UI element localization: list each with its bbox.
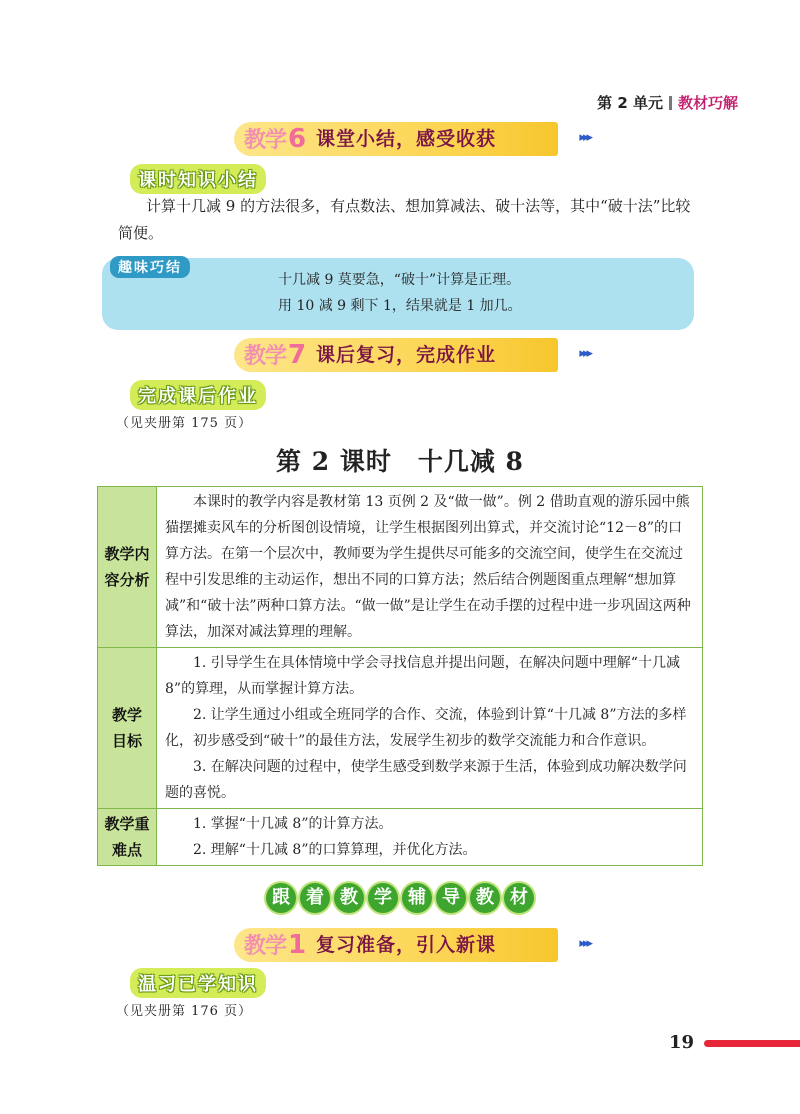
- banner-tag: 教学1: [244, 930, 306, 960]
- summary-line-1: 计算十几减 9 的方法很多，有点数法、想加算减法、破十法等，其中“破十法”比较: [146, 197, 691, 215]
- step-banner-1: [234, 928, 590, 962]
- homework-reference: （见夹册第 175 页）: [116, 416, 253, 431]
- row-header: 教学目标: [98, 648, 157, 808]
- table-row-content-analysis: [98, 487, 702, 648]
- summary-line-2: 简便。: [118, 224, 164, 242]
- banner-tag: 教学7: [244, 340, 306, 370]
- key-point-1: 1. 掌握“十几减 8”的计算方法。: [193, 816, 393, 832]
- banner-char: 跟: [266, 883, 296, 913]
- objective-1: 1. 引导学生在具体情境中学会寻找信息并提出问题，在解决问题中理解“十几减 8”的算理，从而掌握计算方法。: [165, 655, 680, 697]
- tip-line-1: 十几减 9 莫要急，“破十”计算是正理。: [278, 272, 521, 288]
- page-number-bar: [704, 1040, 800, 1047]
- section-label-review: 温习已学知识: [130, 968, 266, 998]
- arrows-icon: ▸▸▸: [579, 130, 590, 145]
- section-label-homework: 完成课后作业: [130, 380, 266, 410]
- objective-3: 3. 在解决问题的过程中，使学生感受到数学来源于生活，体验到成功解决数学问题的喜悦。: [165, 759, 687, 801]
- banner-char: 辅: [402, 883, 432, 913]
- step-banner-7: [234, 338, 590, 372]
- tip-box-inner: [102, 258, 694, 330]
- row-header: 教学内容分析: [98, 487, 157, 647]
- unit-label: 第 2 单元: [597, 94, 663, 112]
- banner-title: 课后复习，完成作业: [316, 344, 497, 366]
- objective-2: 2. 让学生通过小组或全班同学的合作、交流，体验到计算“十几减 8”方法的多样化，初步感受到“破十”的最佳方法，发展学生初步的数学交流能力和合作意识。: [165, 707, 687, 749]
- banner-char: 教: [470, 883, 500, 913]
- page-number: 19: [668, 1032, 694, 1053]
- arrows-icon: ▸▸▸: [579, 936, 590, 951]
- row-body: [157, 809, 702, 865]
- follow-teaching-banner: [250, 880, 550, 920]
- row-body: [157, 648, 702, 808]
- section-label: 教材巧解: [677, 94, 738, 112]
- tip-box: [98, 254, 698, 334]
- lesson-plan-table: [97, 486, 703, 866]
- key-point-2: 2. 理解“十几减 8”的口算算理，并优化方法。: [193, 842, 477, 858]
- running-header: [597, 92, 738, 113]
- row-header: 教学重难点: [98, 809, 157, 865]
- banner-title: 课堂小结，感受收获: [316, 128, 497, 150]
- banner-char: 着: [300, 883, 330, 913]
- tip-label: 趣味巧结: [110, 256, 190, 278]
- banner-char: 材: [504, 883, 534, 913]
- header-divider: [669, 96, 672, 110]
- banner-char: 导: [436, 883, 466, 913]
- banner-char: 教: [334, 883, 364, 913]
- content-analysis-text: 本课时的教学内容是教材第 13 页例 2 及“做一做”。例 2 借助直观的游乐园中熊猫摆摊卖风车的分析图创设情境，让学生根据图列出算式，并交流讨论“12－8”的口算方法。在第一个层次中，教师要为学生提供尽可能多的交流空间，使学生在交流过程中引发思维的主动运作，想出不同的口算方法；然后结合例题图重点理解“想加算减”和“破十法”两种口算方法。“做一做”是让学生在动手摆的过程中进一步巩固这两种算法，加深对减法算理的理解。: [165, 494, 691, 640]
- tip-line-2: 用 10 减 9 剩下 1，结果就是 1 加几。: [278, 298, 522, 314]
- summary-paragraph: [118, 193, 718, 247]
- step-banner-6: [234, 122, 590, 156]
- section-label-summary: 课时知识小结: [130, 164, 266, 194]
- arrows-icon: ▸▸▸: [579, 346, 590, 361]
- table-row-key-points: [98, 809, 702, 865]
- banner-title: 复习准备，引入新课: [316, 934, 497, 956]
- banner-char: 学: [368, 883, 398, 913]
- review-reference: （见夹册第 176 页）: [116, 1004, 253, 1019]
- row-body: [157, 487, 702, 647]
- banner-tag: 教学6: [244, 124, 306, 154]
- lesson-title: 第 2 课时 十几减 8: [276, 447, 524, 476]
- table-row-objectives: [98, 648, 702, 809]
